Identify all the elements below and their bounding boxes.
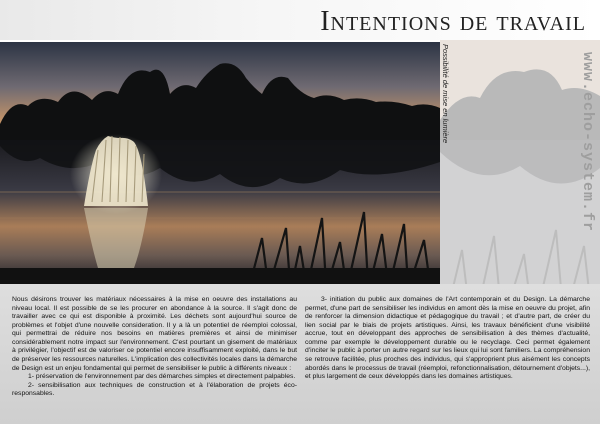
intro-paragraph: Nous désirons trouver les matériaux nécessaires à la mise en oeuvre des installations au niveau local. Il est possible de se les procurer en abondance à la source. Il s'agit donc de travailler avec ce qui est disponible à proximité. Les déchets sont aujourd'hui source de problèmes et l'objet d'une nouvelle consideration. Il y a là un potentiel de réemploi colossal, qui permettrai de réduire nos besoins en matières premières et ainsi de minimiser considérablement notre impact sur l'environnement. C'est pourtant un gisement de matériaux à privilégier, l'objectif est de valoriser ce potentiel encore insuffisamment exploité, dans le but de préserver les ressources naturelles. L'implication des collectivités locales dans la démarche de Design est un enjeu fondamental qui permet de sensibiliser le public à différents niveaux : <box>12 296 297 372</box>
point-2: 2- sensibilisation aux techniques de construction et à l'élaboration de projets éco-responsables. <box>12 381 297 398</box>
faded-photo-illustration <box>440 40 600 300</box>
point-1: 1- préservation de l'environnement par des démarches simples et directement palpables. <box>28 373 296 381</box>
lake-sunset-photo <box>0 42 440 284</box>
website-watermark <box>578 52 600 282</box>
photo-caption-text: Possibilité de mise en lumière <box>441 44 450 144</box>
lake-sunset-illustration <box>0 42 440 284</box>
body-text <box>12 296 590 420</box>
photo-caption <box>436 44 450 164</box>
website-watermark-text: www.echo-system.fr <box>579 52 596 233</box>
faded-photo-echo <box>440 40 600 300</box>
point-3: 3- initiation du public aux domaines de l'Art contemporain et du Design. La démarche permet, d'une part de sensibiliser les individus en amont dès la mise en oeuvre du projet, afin de renforcer la dimension didactique et pédagogique du travail ; et d'autre part, de créer du lien social par le biais de projets artistiques. Ainsi, les travaux bénéficient d'une visibilité accrue, tout en développant des approches de sensibilisation à des thèmes d'actualité, comme par exemple le développement durable ou le recyclage. Ceci permet également d'inciter le public à porter un autre regard sur les lieux qui lui sont familiers. La compréhension se retrouve facilitée, plus proches des individus, qui s'approprient plus aisément les concepts abordés dans le processus de travail (réemploi, refonctionnalisation, détournement d'objets...), et plus largement de ceux développés dans les domaines artistiques. <box>305 296 590 381</box>
page-title: Intentions de travail <box>320 6 586 37</box>
